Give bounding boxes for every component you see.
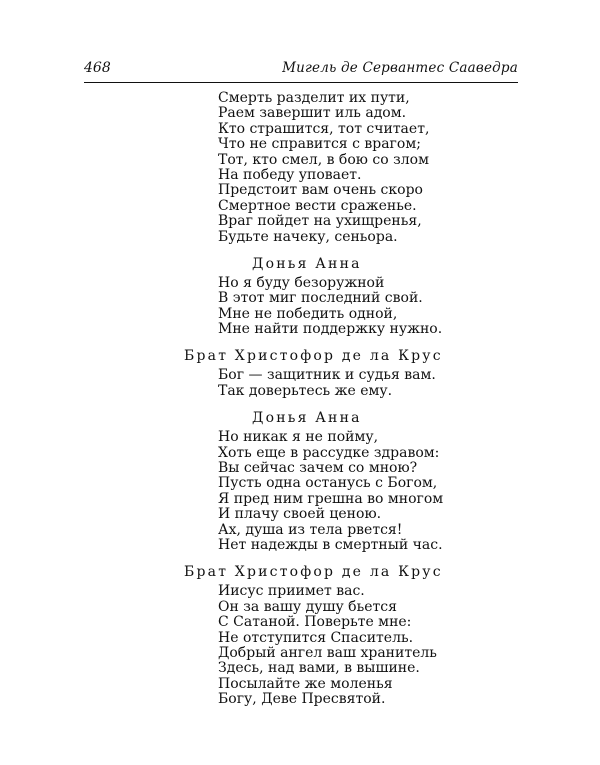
verse-line: Я пред ним грешна во многом xyxy=(218,490,444,507)
verse-line: Иисус приимет вас. xyxy=(218,583,365,600)
verse-line: Кто страшится, тот считает, xyxy=(218,120,430,137)
verse-line: Смерть разделит их пути, xyxy=(218,90,410,106)
verse-line: Мне не победить одной, xyxy=(218,305,398,322)
running-header xyxy=(84,60,518,82)
verse-line: Что не справится с врагом; xyxy=(218,136,421,153)
stanza-spacer xyxy=(0,337,600,348)
verse-line: С Сатаной. Поверьте мне: xyxy=(218,614,412,631)
verse-line: Нет надежды в смертный час. xyxy=(218,536,443,553)
stanza-spacer xyxy=(0,553,600,564)
stanza xyxy=(218,91,600,245)
verse-line: Так доверьтесь же ему. xyxy=(218,382,393,399)
running-head-title: Мигель де Сервантес Сааведра xyxy=(282,60,518,76)
verse-line: Он за вашу душу бьется xyxy=(218,598,397,615)
verse-line: На победу уповает. xyxy=(218,166,362,183)
verse-line: Пусть одна останусь с Богом, xyxy=(218,475,438,492)
verse-line: Тот, кто смел, в бою со злом xyxy=(218,151,429,168)
header-rule xyxy=(84,82,518,83)
stanza xyxy=(218,430,600,553)
verse-line: Бог — защитник и судья вам. xyxy=(218,367,436,384)
stanza-spacer xyxy=(0,245,600,256)
verse-line: Здесь, над вами, в вышине. xyxy=(218,660,420,677)
stanza xyxy=(218,584,600,707)
stanza xyxy=(218,368,600,399)
page-number: 468 xyxy=(84,60,111,76)
verse-line: Не отступится Спаситель. xyxy=(218,629,414,646)
verse-line: Вы сейчас зачем со мною? xyxy=(218,460,418,477)
verse-line: Но я буду безоружной xyxy=(218,274,385,291)
verse-line: Мне найти поддержку нужно. xyxy=(218,321,443,338)
poem-text xyxy=(0,91,600,708)
verse-line: Но никак я не пойму, xyxy=(218,429,379,446)
verse-line: Посылайте же моленья xyxy=(218,675,393,692)
speaker-name: Брат Христофор де ла Крус xyxy=(184,564,443,581)
verse-line: Хоть еще в рассудке здравом: xyxy=(218,444,440,461)
verse-line: Будьте начеку, сеньора. xyxy=(218,228,398,245)
stanza-spacer xyxy=(0,399,600,410)
verse-line: Смертное вести сраженье. xyxy=(218,197,417,214)
verse-line: Ах, душа из тела рвется! xyxy=(218,521,403,538)
verse-line: Раем завершит иль адом. xyxy=(218,105,407,122)
verse-line: В этот миг последний свой. xyxy=(218,290,423,307)
speaker-name: Донья Анна xyxy=(252,410,362,427)
verse-line: Добрый ангел ваш хранитель xyxy=(218,644,437,661)
verse-line: Богу, Деве Пресвятой. xyxy=(218,691,386,708)
stanza xyxy=(218,276,600,338)
verse-line: Враг пойдет на ухищренья, xyxy=(218,213,422,230)
verse-line: Предстоит вам очень скоро xyxy=(218,182,423,199)
speaker-name: Брат Христофор де ла Крус xyxy=(184,348,443,365)
speaker-name: Донья Анна xyxy=(252,255,362,272)
verse-line: И плачу своей ценою. xyxy=(218,506,382,523)
